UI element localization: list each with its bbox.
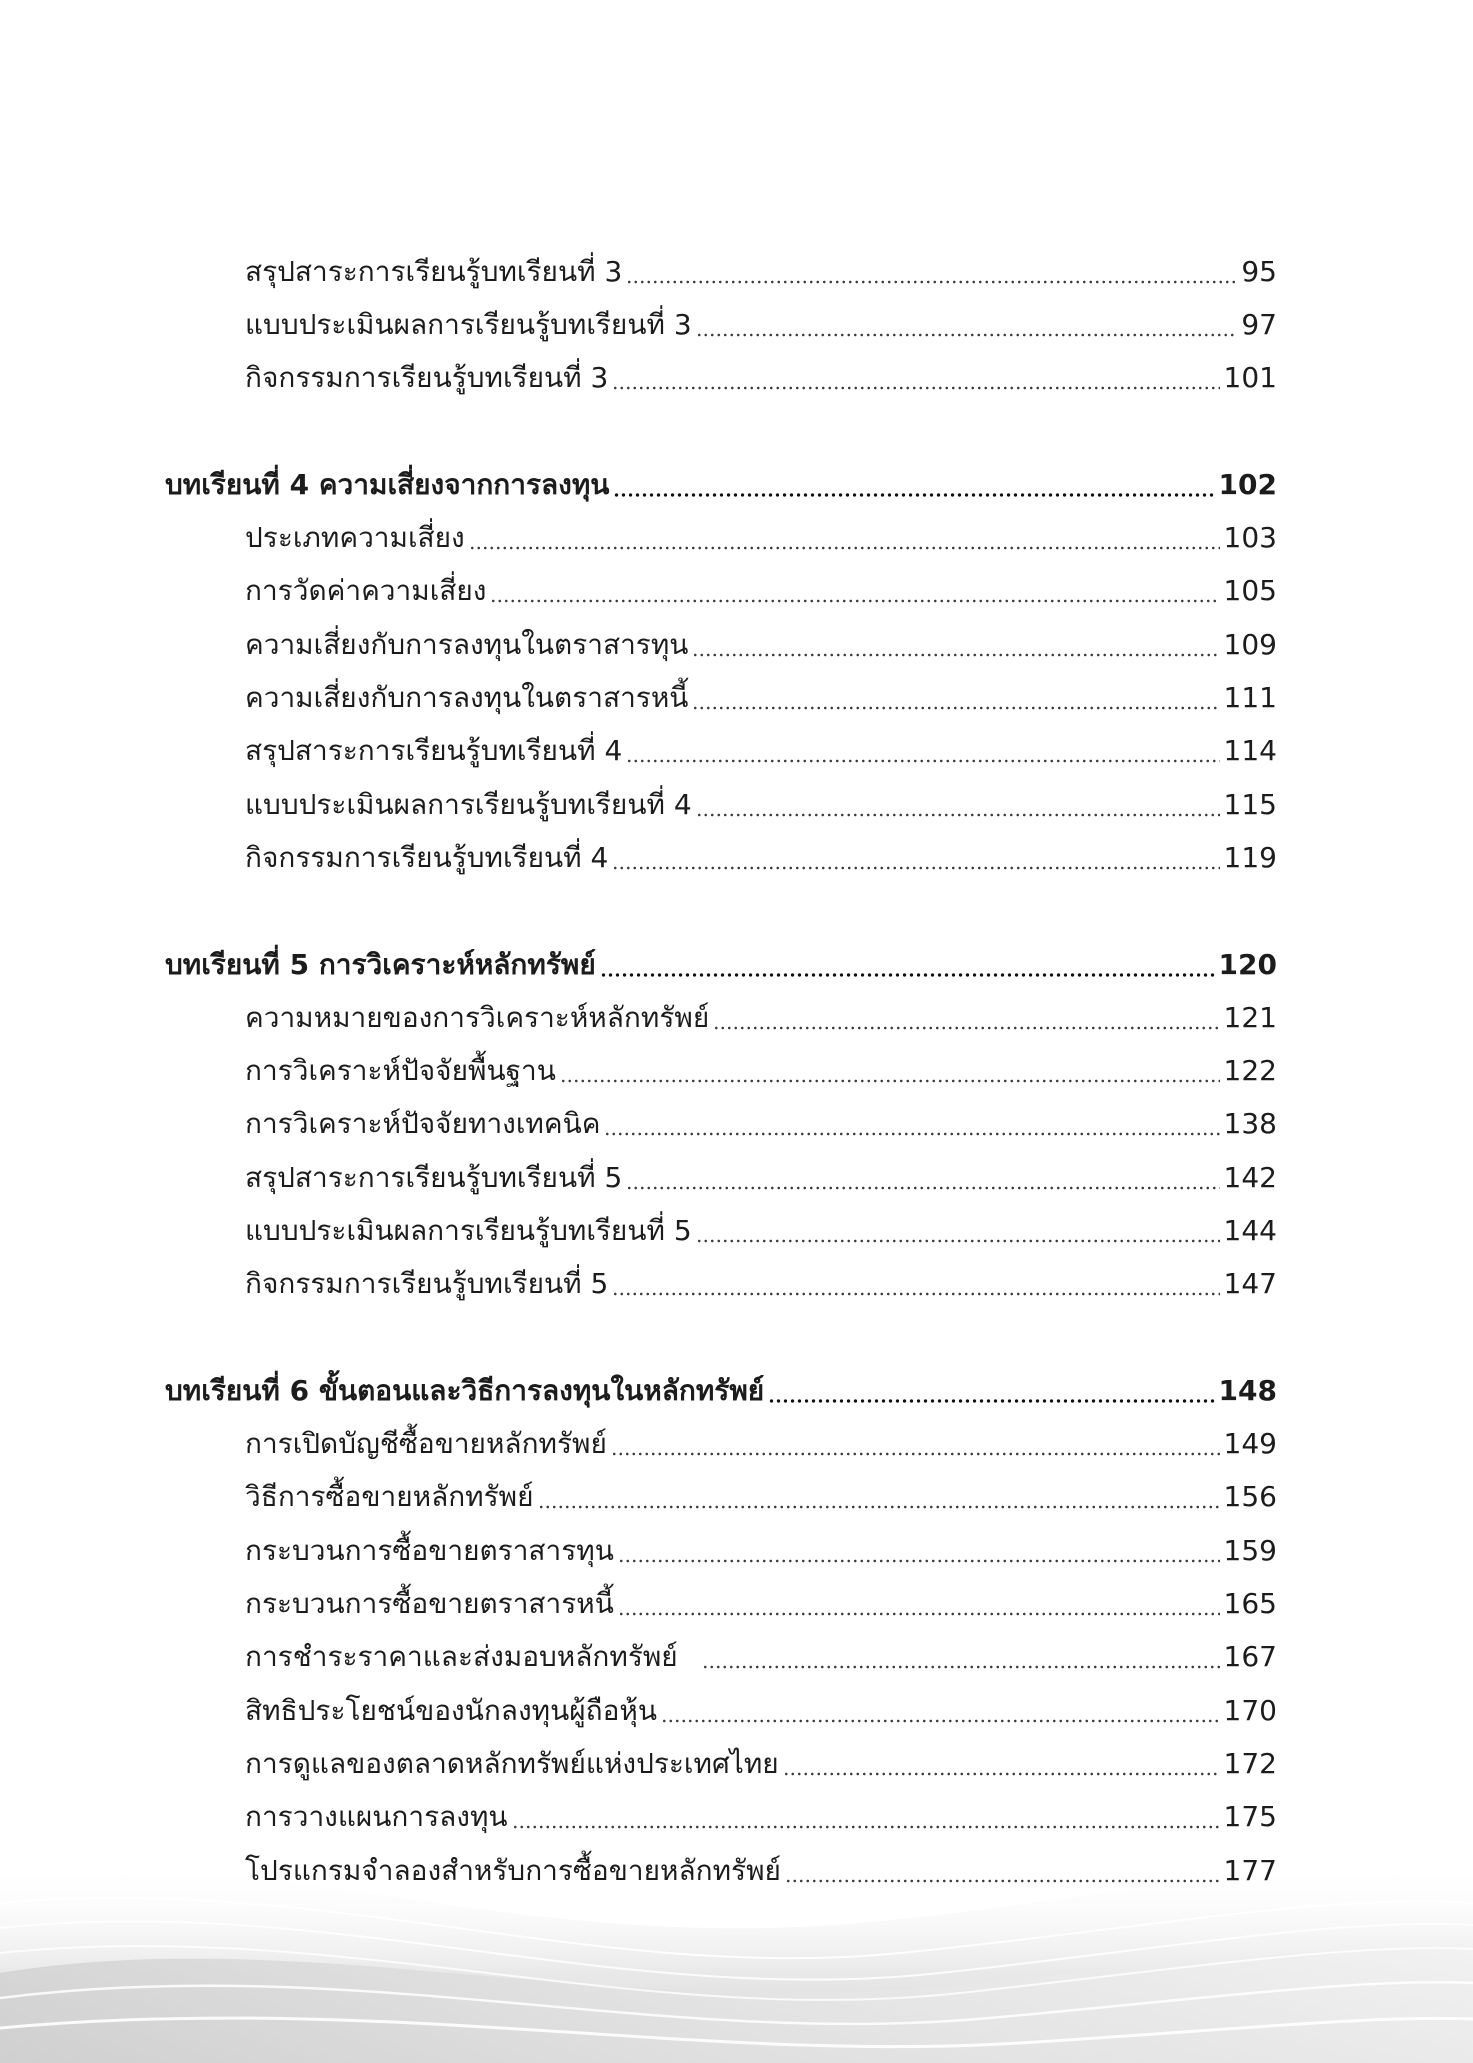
toc-page-number: 167	[1223, 1640, 1277, 1674]
toc-entry-title: ความเสี่ยงกับการลงทุนในตราสารทุน	[245, 627, 689, 661]
toc-entry-title: กระบวนการซื้อขายตราสารหนี้	[245, 1587, 614, 1621]
toc-entry-title: สรุปสาระการเรียนรู้บทเรียนที่ 4	[245, 734, 623, 768]
dot-leader	[490, 599, 1219, 603]
toc-entry-title: การวิเคราะห์ปัจจัยทางเทคนิค	[245, 1107, 601, 1141]
section-spacer	[0, 405, 1473, 458]
dot-leader	[618, 1559, 1220, 1563]
dot-leader	[469, 546, 1220, 550]
dot-leader	[661, 1719, 1220, 1723]
toc-chapter-heading	[165, 458, 1277, 511]
toc-entry	[245, 1631, 1277, 1684]
toc-entry-title: ความเสี่ยงกับการลงทุนในตราสารหนี้	[245, 681, 689, 715]
toc-page-number: 111	[1223, 681, 1277, 715]
toc-entry	[245, 671, 1277, 724]
dot-leader	[713, 1026, 1219, 1030]
toc-chapter-heading	[165, 1364, 1277, 1417]
toc-page-number: 103	[1223, 521, 1277, 555]
toc-page-number: 109	[1223, 627, 1277, 661]
toc-entry	[245, 1844, 1277, 1897]
toc-chapter-heading	[165, 938, 1277, 991]
toc-entry-title: การวิเคราะห์ปัจจัยพื้นฐาน	[245, 1054, 556, 1088]
toc-entry	[245, 298, 1277, 351]
toc-page-number: 149	[1223, 1427, 1277, 1461]
dot-leader	[600, 973, 1215, 977]
toc-chapter-title: บทเรียนที่ 6 ขั้นตอนและวิธีการลงทุนในหลักทรัพย์	[165, 1373, 765, 1407]
toc-entry-title: แบบประเมินผลการเรียนรู้บทเรียนที่ 5	[245, 1213, 692, 1247]
toc-page-number: 97	[1241, 307, 1277, 341]
toc-page-number: 119	[1223, 840, 1277, 874]
toc-page-number: 122	[1223, 1054, 1277, 1088]
toc-page-number: 138	[1223, 1107, 1277, 1141]
section-spacer	[0, 1311, 1473, 1364]
toc-entry	[245, 1737, 1277, 1790]
toc-entry-title: กิจกรรมการเรียนรู้บทเรียนที่ 4	[245, 840, 609, 874]
toc-entry-title: แบบประเมินผลการเรียนรู้บทเรียนที่ 3	[245, 307, 692, 341]
toc-entry-title: แบบประเมินผลการเรียนรู้บทเรียนที่ 4	[245, 787, 692, 821]
toc-page-number: 142	[1223, 1160, 1277, 1194]
dot-leader	[626, 1186, 1219, 1190]
toc-entry	[245, 1577, 1277, 1630]
toc-entry	[245, 831, 1277, 884]
toc-entry	[245, 991, 1277, 1044]
dot-leader	[692, 706, 1219, 710]
toc-page-number: 159	[1223, 1533, 1277, 1567]
dot-leader	[612, 1292, 1219, 1296]
toc-entry-title: สิทธิประโยชน์ของนักลงทุนผู้ถือหุ้น	[245, 1693, 658, 1727]
toc-entry	[245, 1204, 1277, 1257]
section-spacer	[0, 885, 1473, 938]
dot-leader	[611, 1452, 1220, 1456]
toc-page-number: 177	[1223, 1853, 1277, 1887]
toc-chapter-title: บทเรียนที่ 5 การวิเคราะห์หลักทรัพย์	[165, 947, 596, 981]
dot-leader	[626, 280, 1237, 284]
toc-page-number: 114	[1223, 734, 1277, 768]
dot-leader	[696, 813, 1220, 817]
toc-page-number: 102	[1218, 467, 1277, 501]
toc-entry-title: การวัดค่าความเสี่ยง	[245, 574, 487, 608]
dot-leader	[612, 866, 1219, 870]
toc-entry-title: กิจกรรมการเรียนรู้บทเรียนที่ 3	[245, 361, 609, 395]
toc-entry	[245, 778, 1277, 831]
dot-leader	[604, 1132, 1219, 1136]
toc-entry	[245, 1524, 1277, 1577]
toc-page-number: 121	[1223, 1000, 1277, 1034]
toc-entry	[245, 1098, 1277, 1151]
toc-entry-title: กิจกรรมการเรียนรู้บทเรียนที่ 5	[245, 1267, 609, 1301]
dot-leader	[785, 1879, 1220, 1883]
toc-page-number: 95	[1241, 254, 1277, 288]
dot-leader	[538, 1505, 1220, 1509]
toc-page-number: 120	[1218, 947, 1277, 981]
toc-page-number: 165	[1223, 1587, 1277, 1621]
toc-entry	[245, 1684, 1277, 1737]
toc-entry-title: สรุปสาระการเรียนรู้บทเรียนที่ 5	[245, 1160, 623, 1194]
toc-entry	[245, 1418, 1277, 1471]
dot-leader	[692, 653, 1219, 657]
toc-entry	[245, 245, 1277, 298]
toc-entry-title: สรุปสาระการเรียนรู้บทเรียนที่ 3	[245, 254, 623, 288]
toc-chapter-title: บทเรียนที่ 4 ความเสี่ยงจากการลงทุน	[165, 467, 610, 501]
toc-entry	[245, 1791, 1277, 1844]
dot-leader	[696, 333, 1238, 337]
toc-page-number: 170	[1223, 1693, 1277, 1727]
toc-entry-title: การวางแผนการลงทุน	[245, 1800, 508, 1834]
toc-page-number: 101	[1223, 361, 1277, 395]
dot-leader	[612, 386, 1219, 390]
toc-entry	[245, 725, 1277, 778]
toc-entry	[245, 1044, 1277, 1097]
toc-page-number: 172	[1223, 1746, 1277, 1780]
toc-page-number: 115	[1223, 787, 1277, 821]
toc-page-number: 147	[1223, 1267, 1277, 1301]
toc-entry-title: การเปิดบัญชีซื้อขายหลักทรัพย์	[245, 1427, 607, 1461]
dot-leader	[613, 493, 1214, 497]
toc-entry-title: ประเภทความเสี่ยง	[245, 521, 465, 555]
toc-page-number: 105	[1223, 574, 1277, 608]
dot-leader	[696, 1239, 1220, 1243]
toc-entry-title: วิธีการซื้อขายหลักทรัพย์	[245, 1480, 534, 1514]
dot-leader	[626, 759, 1219, 763]
toc-entry-title: การชำระราคาและส่งมอบหลักทรัพย์	[245, 1640, 678, 1674]
toc-entry	[245, 1471, 1277, 1524]
table-of-contents	[0, 245, 1473, 1897]
toc-page-number: 148	[1218, 1373, 1277, 1407]
dot-leader	[618, 1612, 1220, 1616]
toc-entry	[245, 565, 1277, 618]
toc-entry	[245, 1258, 1277, 1311]
dot-leader	[702, 1665, 1220, 1669]
toc-entry	[245, 1151, 1277, 1204]
toc-entry-title: โปรแกรมจำลองสำหรับการซื้อขายหลักทรัพย์	[245, 1853, 781, 1887]
dot-leader	[560, 1079, 1220, 1083]
toc-entry	[245, 618, 1277, 671]
toc-entry-title: การดูแลของตลาดหลักทรัพย์แห่งประเทศไทย	[245, 1746, 779, 1780]
toc-entry	[245, 511, 1277, 564]
toc-page-number: 156	[1223, 1480, 1277, 1514]
toc-entry-title: กระบวนการซื้อขายตราสารทุน	[245, 1533, 614, 1567]
dot-leader	[512, 1825, 1220, 1829]
toc-entry-title: ความหมายของการวิเคราะห์หลักทรัพย์	[245, 1000, 710, 1034]
toc-page-number: 144	[1223, 1213, 1277, 1247]
toc-entry	[245, 352, 1277, 405]
toc-page-number: 175	[1223, 1800, 1277, 1834]
dot-leader	[768, 1399, 1214, 1403]
dot-leader	[783, 1772, 1220, 1776]
